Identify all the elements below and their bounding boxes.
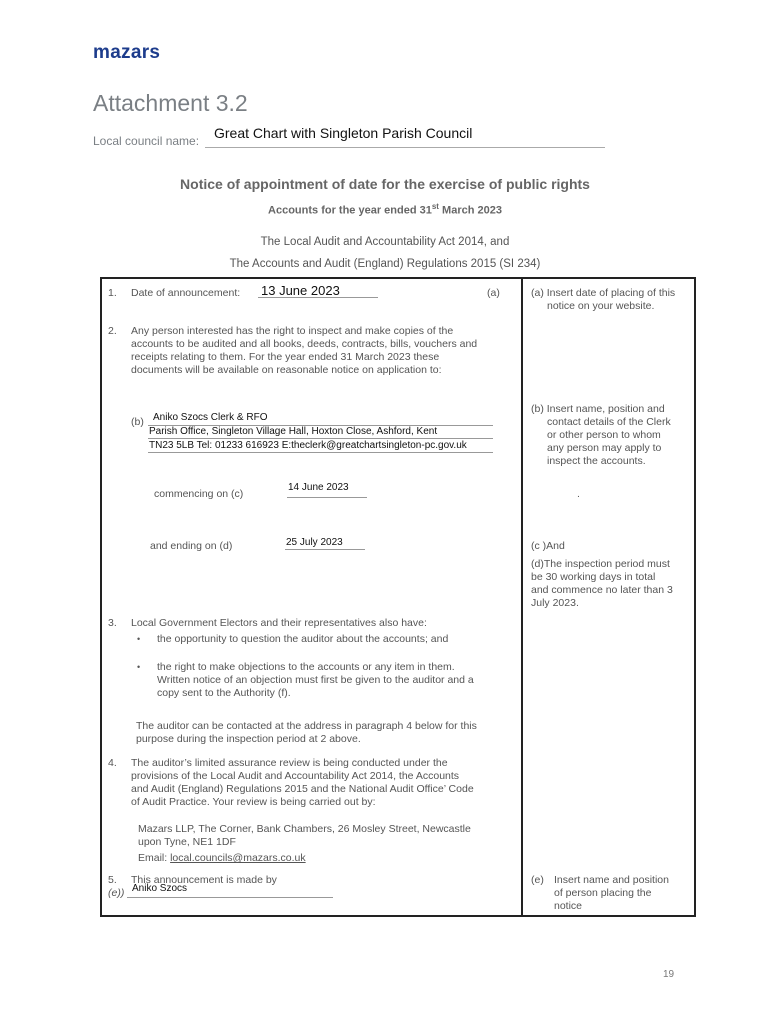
- item4-line: and Audit (England) Regulations 2015 and the National Audit Office’ Code: [131, 783, 474, 795]
- column-divider: [521, 277, 523, 917]
- contact-address: Parish Office, Singleton Village Hall, Hoxton Close, Ashford, Kent: [149, 426, 438, 437]
- note-b-line: inspect the accounts.: [547, 455, 646, 467]
- ref-a: (a): [487, 287, 500, 299]
- note-a-line: notice on your website.: [547, 300, 655, 312]
- item3-intro: Local Government Electors and their representatives also have:: [131, 617, 427, 629]
- bullet-icon: •: [137, 662, 141, 672]
- auditor-address-line: Mazars LLP, The Corner, Bank Chambers, 26 Mosley Street, Newcastle: [138, 823, 471, 835]
- contact-postcode: TN23 5LB Tel: 01233 616923 E:theclerk@greatchartsingleton-pc.gov.uk: [149, 440, 467, 451]
- ending-underline: [285, 549, 365, 550]
- note-d-line: July 2023.: [531, 597, 579, 609]
- local-council-underline: [205, 147, 605, 148]
- note-b-line: or other person to whom: [547, 429, 661, 441]
- auditor-address-line: upon Tyne, NE1 1DF: [138, 836, 236, 848]
- act-line-2: The Accounts and Audit (England) Regulations 2015 (SI 234): [229, 258, 541, 270]
- auditor-contact-line: purpose during the inspection period at 2 above.: [136, 733, 361, 745]
- item2-line: Any person interested has the right to inspect and make copies of the: [131, 325, 454, 337]
- item3-bullet: the opportunity to question the auditor about the accounts; and: [157, 633, 449, 645]
- note-b-line: contact details of the Clerk: [547, 416, 671, 428]
- item4-line: provisions of the Local Audit and Accountability Act 2014, the Accounts: [131, 770, 460, 782]
- attachment-title: Attachment 3.2: [93, 90, 248, 116]
- note-d-line: be 30 working days in total: [531, 571, 656, 583]
- item3-bullet-line: Written notice of an objection must first be given to the auditor and a: [157, 674, 474, 686]
- item4-line: of Audit Practice. Your review is being carried out by:: [131, 796, 376, 808]
- item3-bullet-line: copy sent to the Authority (f).: [157, 687, 291, 699]
- local-council-value: Great Chart with Singleton Parish Council: [214, 125, 473, 141]
- item5-text: This announcement is made by: [131, 874, 277, 886]
- item2-line: accounts to be audited and all books, deeds, contracts, bills, vouchers and: [131, 338, 478, 350]
- note-b-line: any person may apply to: [547, 442, 662, 454]
- item3-bullet-line: the right to make objections to the accounts or any item in them.: [157, 661, 455, 673]
- note-e-ref: (e): [531, 874, 544, 886]
- commencing-label: commencing on (c): [154, 488, 244, 500]
- ref-b: (b): [131, 416, 144, 428]
- announcer-name: Aniko Szocs: [132, 883, 188, 894]
- item-number: 3.: [108, 617, 117, 629]
- note-c: (c )And: [531, 540, 565, 552]
- bullet-icon: •: [137, 634, 141, 644]
- item4-line: The auditor’s limited assurance review is being conducted under the: [131, 757, 448, 769]
- notice-subtitle: Accounts for the year ended 31st March 2023: [268, 202, 502, 217]
- auditor-email-link[interactable]: local.councils@mazars.co.uk: [170, 852, 306, 864]
- commencing-underline: [287, 497, 367, 498]
- item-number: 2.: [108, 325, 117, 337]
- note-d-line: (d)The inspection period must: [531, 558, 670, 570]
- announcer-underline: [127, 897, 333, 898]
- auditor-contact-line: The auditor can be contacted at the address in paragraph 4 below for this: [136, 720, 477, 732]
- item-number: 1.: [108, 287, 117, 299]
- auditor-email: Email: local.councils@mazars.co.uk: [138, 852, 306, 864]
- contact-underline: [148, 438, 493, 439]
- item-number: 5.: [108, 874, 117, 886]
- local-council-label: Local council name:: [93, 134, 200, 148]
- act-line-1: The Local Audit and Accountability Act 2014, and: [260, 236, 510, 248]
- item-number: 4.: [108, 757, 117, 769]
- item2-line: documents will be available on reasonable notice on application to:: [131, 364, 442, 376]
- announcement-date: 13 June 2023: [261, 283, 340, 298]
- commencing-date: 14 June 2023: [288, 482, 349, 493]
- stray-dot: .: [577, 488, 580, 500]
- note-e-line: Insert name and position: [554, 874, 669, 886]
- ref-e: (e)): [108, 887, 125, 899]
- page-number: 19: [663, 969, 675, 980]
- notice-title: Notice of appointment of date for the exercise of public rights: [180, 176, 590, 192]
- note-a-line: (a) Insert date of placing of this: [531, 287, 676, 299]
- announcement-label: Date of announcement:: [131, 287, 241, 299]
- note-e-line: of person placing the: [554, 887, 652, 899]
- contact-underline: [148, 452, 493, 453]
- note-d-line: and commence no later than 3: [531, 584, 673, 596]
- contact-name: Aniko Szocs Clerk & RFO: [153, 412, 268, 423]
- note-e-line: notice: [554, 900, 583, 912]
- note-b-line: (b) Insert name, position and: [531, 403, 665, 415]
- ending-label: and ending on (d): [150, 540, 233, 552]
- ending-date: 25 July 2023: [286, 537, 343, 548]
- mazars-logo: mazars: [93, 42, 161, 63]
- item2-line: receipts relating to them. For the year ended 31 March 2023 these: [131, 351, 440, 363]
